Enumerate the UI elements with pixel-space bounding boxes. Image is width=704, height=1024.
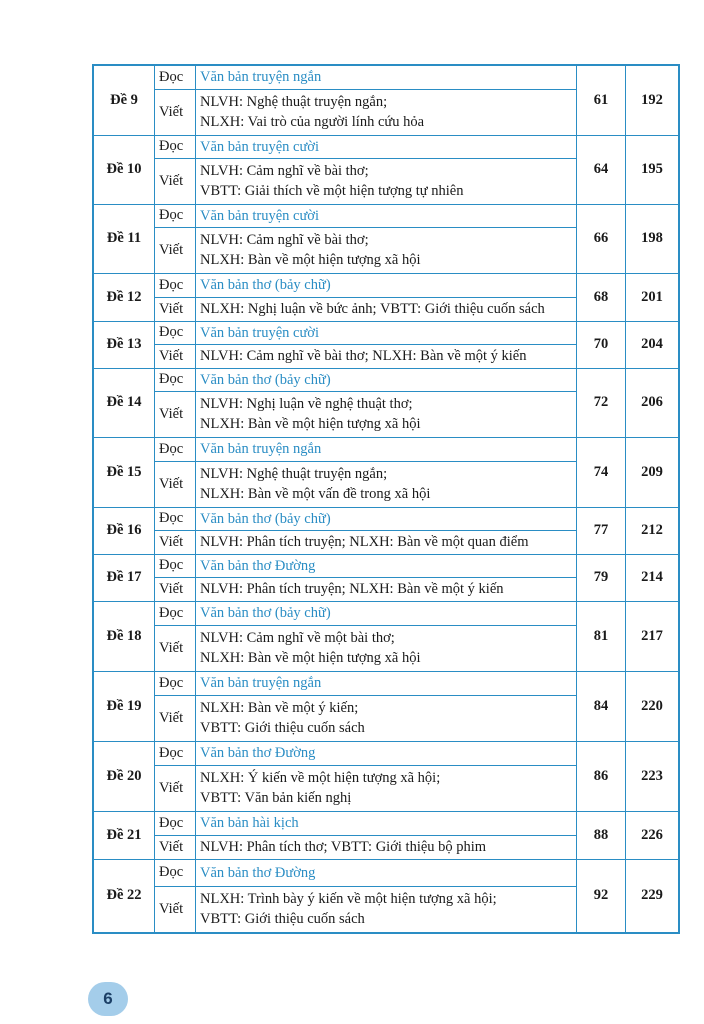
viet-section-label: Viết xyxy=(155,765,196,811)
viet-line: NLXH: Bàn về một hiện tượng xã hội xyxy=(200,650,421,666)
table-row xyxy=(93,811,679,835)
viet-content xyxy=(196,227,577,273)
doc-content: Văn bản thơ (bảy chữ) xyxy=(196,368,577,391)
page-answer-label: 220 xyxy=(626,671,680,741)
viet-content xyxy=(196,695,577,741)
doc-section-label: Đọc xyxy=(155,741,196,765)
doc-content: Văn bản thơ Đường xyxy=(196,554,577,577)
viet-section-label: Viết xyxy=(155,391,196,437)
doc-content: Văn bản truyện ngắn xyxy=(196,671,577,695)
viet-line: NLVH: Phân tích thơ; VBTT: Giới thiệu bộ phim xyxy=(200,839,487,855)
table-row xyxy=(93,601,679,625)
de-label: Đề 9 xyxy=(93,65,155,135)
viet-section-label: Viết xyxy=(155,625,196,671)
table-row xyxy=(93,321,679,344)
page-de-label: 72 xyxy=(577,368,626,437)
viet-section-label: Viết xyxy=(155,344,196,368)
doc-section-label: Đọc xyxy=(155,671,196,695)
viet-content xyxy=(196,886,577,933)
viet-section-label: Viết xyxy=(155,886,196,933)
de-label: Đề 10 xyxy=(93,135,155,204)
de-label: Đề 14 xyxy=(93,368,155,437)
viet-section-label: Viết xyxy=(155,89,196,135)
de-label: Đề 22 xyxy=(93,859,155,933)
table-row xyxy=(93,859,679,886)
page-de-label: 77 xyxy=(577,507,626,554)
page-answer-label: 204 xyxy=(626,321,680,368)
table-row xyxy=(93,273,679,297)
de-label: Đề 19 xyxy=(93,671,155,741)
page-de-label: 61 xyxy=(577,65,626,135)
viet-content xyxy=(196,835,577,859)
de-label: Đề 21 xyxy=(93,811,155,859)
viet-line: NLVH: Cảm nghĩ về bài thơ; xyxy=(200,232,369,248)
viet-section-label: Viết xyxy=(155,297,196,321)
doc-section-label: Đọc xyxy=(155,437,196,461)
doc-section-label: Đọc xyxy=(155,273,196,297)
doc-content: Văn bản thơ Đường xyxy=(196,741,577,765)
page-de-label: 70 xyxy=(577,321,626,368)
viet-content xyxy=(196,297,577,321)
viet-section-label: Viết xyxy=(155,695,196,741)
de-label: Đề 16 xyxy=(93,507,155,554)
page-de-label: 68 xyxy=(577,273,626,321)
viet-line: NLVH: Phân tích truyện; NLXH: Bàn về một ý kiến xyxy=(200,581,504,597)
viet-line: NLXH: Ý kiến về một hiện tượng xã hội; xyxy=(200,770,441,786)
doc-content: Văn bản hài kịch xyxy=(196,811,577,835)
doc-content: Văn bản thơ (bảy chữ) xyxy=(196,273,577,297)
viet-content xyxy=(196,625,577,671)
viet-section-label: Viết xyxy=(155,530,196,554)
table-row xyxy=(93,135,679,158)
doc-content: Văn bản thơ (bảy chữ) xyxy=(196,507,577,530)
de-label: Đề 13 xyxy=(93,321,155,368)
page-de-label: 64 xyxy=(577,135,626,204)
doc-section-label: Đọc xyxy=(155,368,196,391)
viet-line: VBTT: Văn bản kiến nghị xyxy=(200,790,352,806)
table-row xyxy=(93,368,679,391)
doc-content: Văn bản thơ (bảy chữ) xyxy=(196,601,577,625)
doc-section-label: Đọc xyxy=(155,507,196,530)
viet-content xyxy=(196,89,577,135)
page-de-label: 88 xyxy=(577,811,626,859)
doc-section-label: Đọc xyxy=(155,859,196,886)
viet-line: NLXH: Bàn về một hiện tượng xã hội xyxy=(200,416,421,432)
table-row xyxy=(93,507,679,530)
de-label: Đề 12 xyxy=(93,273,155,321)
page-de-label: 84 xyxy=(577,671,626,741)
page-answer-label: 229 xyxy=(626,859,680,933)
viet-content xyxy=(196,765,577,811)
viet-content xyxy=(196,344,577,368)
de-label: Đề 20 xyxy=(93,741,155,811)
page-de-label: 86 xyxy=(577,741,626,811)
de-label: Đề 15 xyxy=(93,437,155,507)
table-row xyxy=(93,671,679,695)
page-de-label: 66 xyxy=(577,204,626,273)
table-row xyxy=(93,204,679,227)
viet-content xyxy=(196,577,577,601)
viet-line: NLXH: Bàn về một hiện tượng xã hội xyxy=(200,252,421,268)
doc-content: Văn bản thơ Đường xyxy=(196,859,577,886)
page-answer-label: 209 xyxy=(626,437,680,507)
doc-section-label: Đọc xyxy=(155,135,196,158)
de-label: Đề 17 xyxy=(93,554,155,601)
doc-content: Văn bản truyện ngắn xyxy=(196,437,577,461)
viet-line: NLXH: Vai trò của người lính cứu hỏa xyxy=(200,114,425,130)
page-answer-label: 195 xyxy=(626,135,680,204)
page-answer-label: 214 xyxy=(626,554,680,601)
viet-content xyxy=(196,391,577,437)
viet-line: NLVH: Cảm nghĩ về bài thơ; xyxy=(200,163,369,179)
viet-line: NLVH: Phân tích truyện; NLXH: Bàn về một quan điểm xyxy=(200,534,529,550)
doc-section-label: Đọc xyxy=(155,321,196,344)
page-de-label: 92 xyxy=(577,859,626,933)
doc-content: Văn bản truyện cười xyxy=(196,135,577,158)
toc-body xyxy=(93,65,679,933)
page-de-label: 79 xyxy=(577,554,626,601)
page-number: 6 xyxy=(88,982,128,1016)
viet-line: NLVH: Cảm nghĩ về một bài thơ; xyxy=(200,630,395,646)
page-answer-label: 198 xyxy=(626,204,680,273)
viet-line: NLXH: Nghị luận về bức ảnh; VBTT: Giới thiệu cuốn sách xyxy=(200,301,545,317)
viet-line: VBTT: Giải thích về một hiện tượng tự nhiên xyxy=(200,183,464,199)
doc-section-label: Đọc xyxy=(155,554,196,577)
page-answer-label: 212 xyxy=(626,507,680,554)
viet-section-label: Viết xyxy=(155,158,196,204)
viet-line: NLVH: Cảm nghĩ về bài thơ; NLXH: Bàn về một ý kiến xyxy=(200,348,527,364)
table-row xyxy=(93,65,679,89)
viet-line: VBTT: Giới thiệu cuốn sách xyxy=(200,911,365,928)
table-row xyxy=(93,437,679,461)
doc-content: Văn bản truyện cười xyxy=(196,204,577,227)
table-of-contents xyxy=(92,64,680,934)
doc-content: Văn bản truyện cười xyxy=(196,321,577,344)
doc-section-label: Đọc xyxy=(155,204,196,227)
viet-line: NLVH: Nghị luận về nghệ thuật thơ; xyxy=(200,396,413,412)
page-answer-label: 223 xyxy=(626,741,680,811)
viet-content xyxy=(196,461,577,507)
de-label: Đề 18 xyxy=(93,601,155,671)
page-answer-label: 217 xyxy=(626,601,680,671)
viet-line: VBTT: Giới thiệu cuốn sách xyxy=(200,720,365,736)
viet-content xyxy=(196,530,577,554)
page-de-label: 74 xyxy=(577,437,626,507)
table-row xyxy=(93,554,679,577)
viet-line: NLVH: Nghệ thuật truyện ngắn; xyxy=(200,94,388,110)
page-answer-label: 206 xyxy=(626,368,680,437)
doc-content: Văn bản truyện ngắn xyxy=(196,65,577,89)
doc-section-label: Đọc xyxy=(155,601,196,625)
viet-line: NLXH: Bàn về một ý kiến; xyxy=(200,700,359,716)
doc-section-label: Đọc xyxy=(155,811,196,835)
viet-section-label: Viết xyxy=(155,577,196,601)
page-answer-label: 201 xyxy=(626,273,680,321)
viet-section-label: Viết xyxy=(155,835,196,859)
viet-section-label: Viết xyxy=(155,227,196,273)
table-row xyxy=(93,741,679,765)
page-answer-label: 192 xyxy=(626,65,680,135)
doc-section-label: Đọc xyxy=(155,65,196,89)
page-answer-label: 226 xyxy=(626,811,680,859)
de-label: Đề 11 xyxy=(93,204,155,273)
page-de-label: 81 xyxy=(577,601,626,671)
viet-line: NLXH: Bàn về một vấn đề trong xã hội xyxy=(200,486,431,502)
viet-line: NLXH: Trình bày ý kiến về một hiện tượng xã hội; xyxy=(200,891,497,908)
viet-content xyxy=(196,158,577,204)
viet-line: NLVH: Nghệ thuật truyện ngắn; xyxy=(200,466,388,482)
viet-section-label: Viết xyxy=(155,461,196,507)
